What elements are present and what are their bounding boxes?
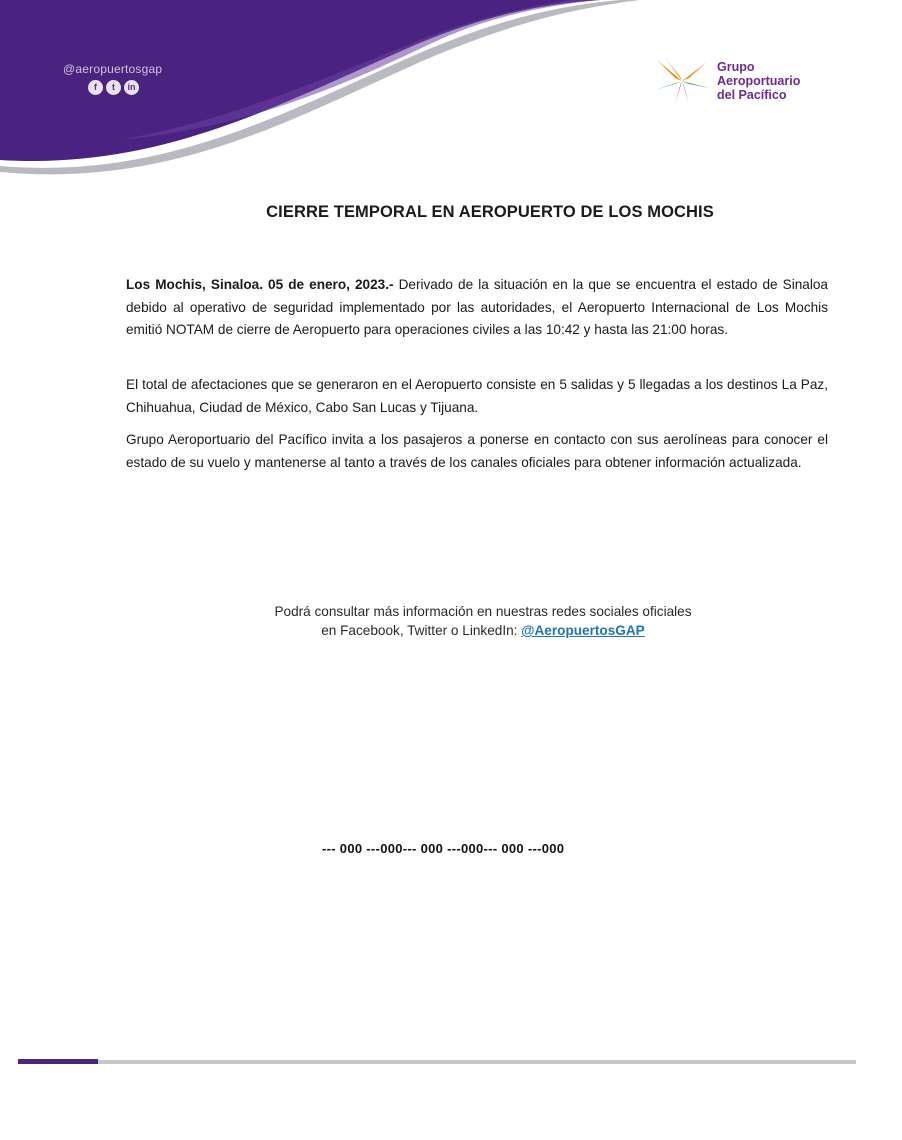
paragraph-3: Grupo Aeroportuario del Pacífico invita a los pasajeros a ponerse en contacto con sus aerolíneas para conocer el estado de su vuelo y mantenerse al tanto a través de los canales oficiales para obtener información actualizada. xyxy=(126,432,828,470)
social-icons xyxy=(88,80,139,95)
linkedin-icon[interactable]: in xyxy=(124,80,139,95)
paragraph-1 xyxy=(126,274,828,342)
document-title: CIERRE TEMPORAL EN AEROPUERTO DE LOS MOCHIS xyxy=(266,203,714,221)
twitter-icon[interactable]: t xyxy=(106,80,121,95)
bottom-rule xyxy=(18,1060,856,1064)
logo-line-1: Grupo xyxy=(717,60,755,74)
paragraph-2: El total de afectaciones que se generaron en el Aeropuerto consiste en 5 salidas y 5 llegadas a los destinos La Paz, Chihuahua, Ciudad de México, Cabo San Lucas y Tijuana. xyxy=(126,377,828,415)
footer-info xyxy=(190,602,776,640)
footer-info-prefix: en Facebook, Twitter o LinkedIn: xyxy=(321,623,522,638)
footer-info-line-2 xyxy=(190,621,776,640)
paragraph-1-text: Derivado de la situación en la que se encuentra el estado de Sinaloa debido al operativo de seguridad implementado por las autoridades, el Aeropuerto Internacional de Los Mochis emitió NOTAM de cierre de Aeropuerto para operaciones civiles a las 10:42 y hasta las 21:00 horas. xyxy=(126,277,828,337)
gap-logo xyxy=(653,56,800,106)
closing-mark: --- 000 ---000--- 000 ---000--- 000 ---000 xyxy=(322,841,565,856)
gap-logo-star-icon xyxy=(653,56,711,106)
bottom-rule-accent xyxy=(18,1059,98,1064)
header-swoosh-background xyxy=(0,0,902,220)
facebook-icon[interactable]: f xyxy=(88,80,103,95)
logo-line-2: Aeroportuario xyxy=(717,74,801,88)
logo-line-3: del Pacífico xyxy=(717,88,787,102)
gap-logo-text xyxy=(717,60,800,102)
footer-info-line-1: Podrá consultar más información en nuestras redes sociales oficiales xyxy=(274,604,692,619)
social-handle: @aeropuertosgap xyxy=(63,62,163,76)
social-handle-link[interactable]: @AeropuertosGAP xyxy=(521,623,645,638)
dateline: Los Mochis, Sinaloa. 05 de enero, 2023.- xyxy=(126,277,394,292)
